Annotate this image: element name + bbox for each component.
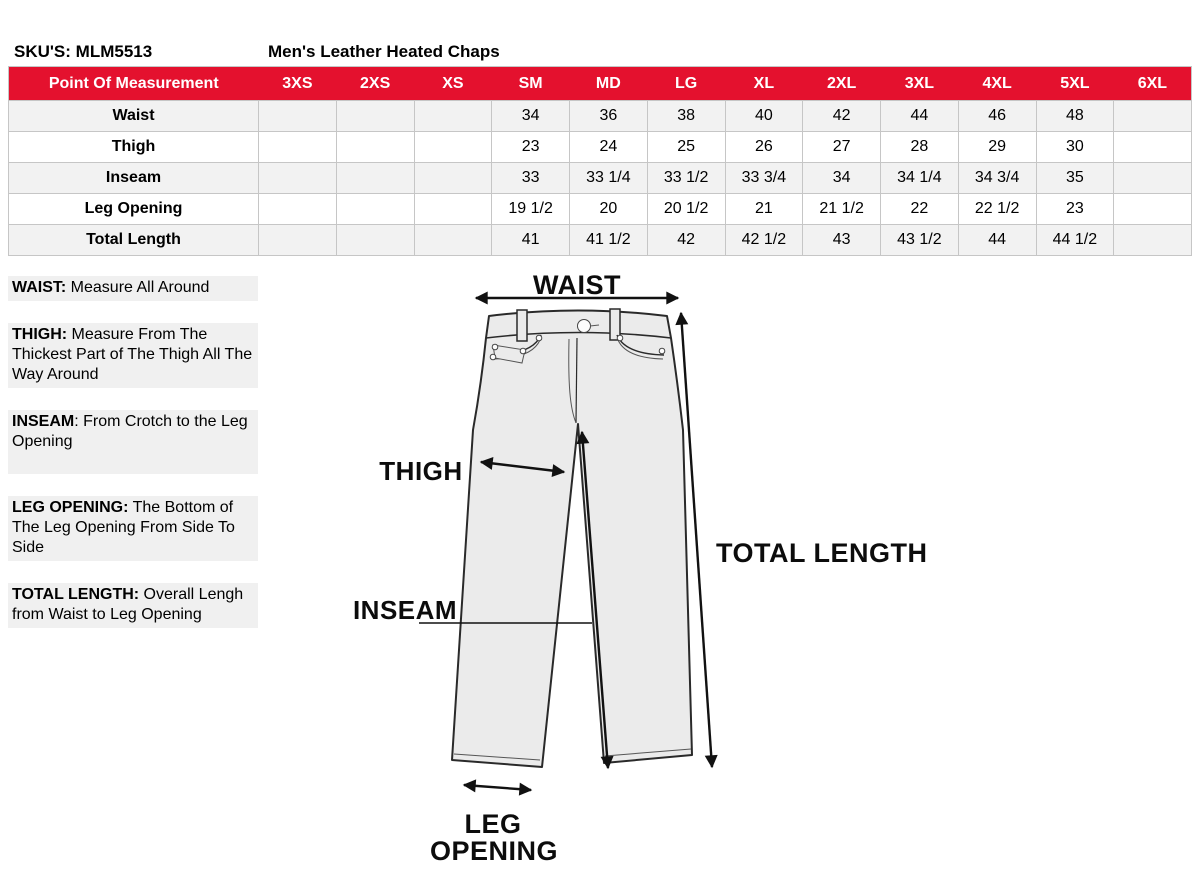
column-header-2xs: 2XS [336,67,414,101]
size-value-cell: 20 [570,194,648,225]
column-header-4xl: 4XL [958,67,1036,101]
size-value-cell: 44 [958,225,1036,256]
size-value-cell: 48 [1036,101,1114,132]
note-text: : From Crotch to the Leg Opening [12,413,248,450]
size-value-cell: 35 [1036,163,1114,194]
size-value-cell: 44 1/2 [1036,225,1114,256]
column-header-6xl: 6XL [1114,67,1192,101]
table-row-inseam [9,163,1192,194]
sku-label: SKU'S: MLM5513 [14,42,153,61]
size-value-cell: 46 [958,101,1036,132]
note-leg-opening [8,496,258,561]
size-value-cell: 30 [1036,132,1114,163]
table-row-waist [9,101,1192,132]
column-header-5xl: 5XL [1036,67,1114,101]
size-value-cell [414,194,492,225]
size-value-cell [414,225,492,256]
size-value-cell [1114,163,1192,194]
column-header-2xl: 2XL [803,67,881,101]
size-value-cell [259,163,337,194]
size-value-cell: 33 1/4 [570,163,648,194]
size-value-cell [1114,101,1192,132]
column-header-3xl: 3XL [881,67,959,101]
row-label: Inseam [9,163,259,194]
belt-loop-left [517,310,527,341]
size-value-cell: 20 1/2 [647,194,725,225]
size-value-cell [1114,194,1192,225]
leg-opening-arrow [464,785,531,790]
size-value-cell: 21 [725,194,803,225]
size-value-cell: 42 [803,101,881,132]
size-value-cell: 43 [803,225,881,256]
column-header-xl: XL [725,67,803,101]
size-chart-table [8,66,1192,256]
size-value-cell: 34 1/4 [881,163,959,194]
measurement-notes [8,276,258,628]
row-label: Waist [9,101,259,132]
size-value-cell: 23 [1036,194,1114,225]
note-text: Measure From The Thickest Part of The Thigh All The Way Around [12,326,253,383]
note-label: LEG OPENING: [12,499,129,516]
note-label: THIGH: [12,326,68,343]
size-value-cell: 21 1/2 [803,194,881,225]
size-value-cell: 34 [492,101,570,132]
size-value-cell: 22 1/2 [958,194,1036,225]
size-value-cell [1114,132,1192,163]
table-row-thigh [9,132,1192,163]
total-length-diagram-label: TOTAL LENGTH [716,538,928,568]
size-value-cell [259,225,337,256]
row-label: Leg Opening [9,194,259,225]
column-header-lg: LG [647,67,725,101]
column-header-point-of-measurement: Point Of Measurement [9,67,259,101]
note-label: WAIST: [12,279,67,296]
leg-opening-diagram-label-line2: OPENING [429,836,559,866]
size-value-cell: 22 [881,194,959,225]
size-value-cell: 38 [647,101,725,132]
size-value-cell: 28 [881,132,959,163]
note-label: TOTAL LENGTH: [12,586,140,603]
size-value-cell: 29 [958,132,1036,163]
size-value-cell: 34 3/4 [958,163,1036,194]
size-value-cell: 25 [647,132,725,163]
size-value-cell: 26 [725,132,803,163]
size-value-cell: 44 [881,101,959,132]
product-title: Men's Leather Heated Chaps [268,42,500,61]
note-waist [8,276,258,301]
size-value-cell [414,132,492,163]
size-value-cell: 34 [803,163,881,194]
size-value-cell: 41 [492,225,570,256]
size-value-cell: 27 [803,132,881,163]
size-value-cell: 41 1/2 [570,225,648,256]
table-row-leg-opening [9,194,1192,225]
size-value-cell: 33 3/4 [725,163,803,194]
pants-illustration [452,309,692,767]
size-value-cell [259,101,337,132]
size-value-cell [336,225,414,256]
size-value-cell: 24 [570,132,648,163]
size-value-cell: 36 [570,101,648,132]
size-value-cell [336,101,414,132]
waist-diagram-label: WAIST [533,270,621,300]
size-value-cell: 40 [725,101,803,132]
leg-opening-diagram-label-line1: LEG [464,809,522,839]
note-total-length [8,583,258,628]
note-thigh [8,323,258,388]
size-value-cell: 42 1/2 [725,225,803,256]
table-row-total-length [9,225,1192,256]
size-value-cell: 23 [492,132,570,163]
inseam-diagram-label: INSEAM [352,595,458,625]
size-value-cell [336,194,414,225]
size-value-cell: 42 [647,225,725,256]
title-row [14,42,500,62]
row-label: Total Length [9,225,259,256]
column-header-xs: XS [414,67,492,101]
size-value-cell: 43 1/2 [881,225,959,256]
pants-measurement-diagram [250,262,1200,878]
column-header-3xs: 3XS [259,67,337,101]
size-value-cell [414,101,492,132]
thigh-diagram-label: THIGH [379,456,463,486]
size-value-cell [259,194,337,225]
size-value-cell: 33 1/2 [647,163,725,194]
size-value-cell [414,163,492,194]
row-label: Thigh [9,132,259,163]
column-header-md: MD [570,67,648,101]
waist-button [578,320,591,333]
size-value-cell [336,132,414,163]
size-value-cell [1114,225,1192,256]
size-value-cell: 33 [492,163,570,194]
size-value-cell [336,163,414,194]
note-text: Measure All Around [66,279,210,296]
note-inseam [8,410,258,474]
note-text: The Bottom of The Leg Opening From Side To Side [12,499,235,556]
column-header-sm: SM [492,67,570,101]
size-value-cell: 19 1/2 [492,194,570,225]
size-value-cell [259,132,337,163]
table-header-row [9,67,1192,101]
note-label: INSEAM [12,413,75,430]
note-text: Overall Lengh from Waist to Leg Opening [12,586,244,623]
